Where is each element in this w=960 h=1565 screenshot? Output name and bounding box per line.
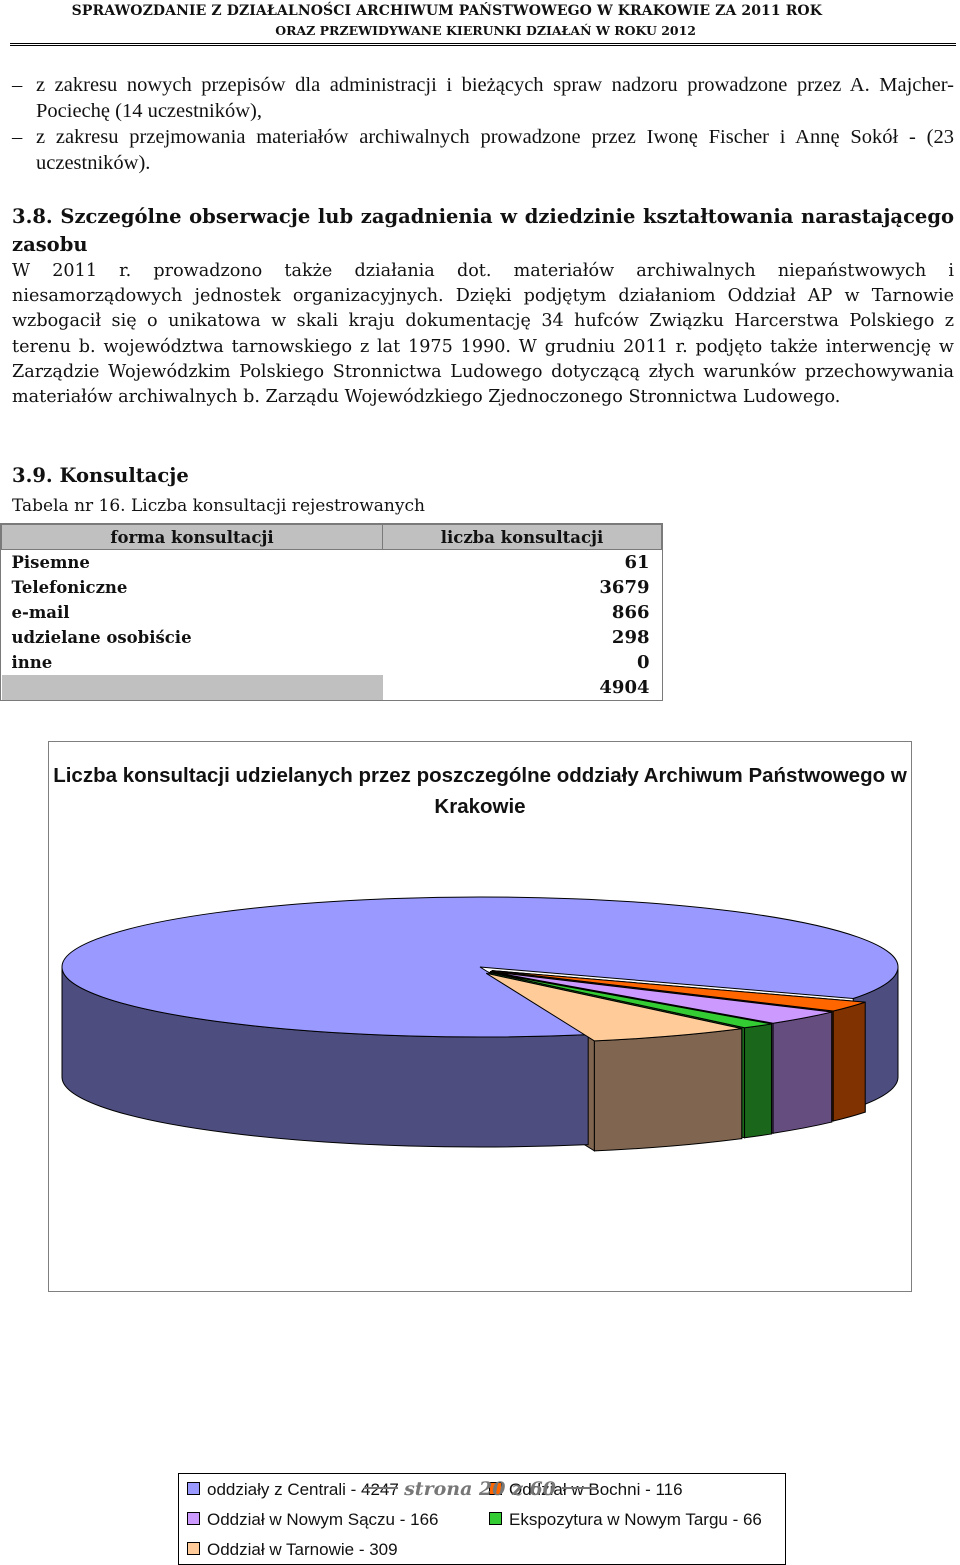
row-label: Telefoniczne [2,575,383,600]
row-value: 3679 [599,577,650,598]
legend-swatch [489,1512,502,1525]
list-item-text: z zakresu przejmowania materiałów archiwalnych prowadzone przez Iwonę Fischer i Annę Sokół - (23 uczestników). [36,126,954,174]
legend-label: Ekspozytura w Nowym Targu - 66 [509,1510,762,1529]
table-row [2,550,662,576]
footer-rule-right [562,1487,596,1489]
row-value: 866 [611,602,650,623]
row-value: 0 [636,652,650,673]
section-3-8-text: W 2011 r. prowadzono także działania dot. materiałów archiwalnych niepaństwowych i niesamorządowych jednostek organizacyjnych. Dzięki podjętym działaniom Oddział AP w Tarnowie wzbogacił się o unikatowa w skali kraju dokumentację 34 hufców Związku Harcerstwa Polskiego z terenu b. województwa tarnowskiego z lat 1975 1990. W grudniu 2011 r. podjęto także interwencję w Zarządzie Wojewódzkim Polskiego Stronnictwa Ludowego dotyczącą złych warunków przechowywania materiałów archiwalnych b. Zarządu Wojewódzkiego Zjednoczonego Stronnictwa Ludowego. [12,261,954,408]
pie-slice-side [745,1024,772,1138]
row-value: 298 [611,627,650,648]
legend-item-nowy-sacz [187,1510,438,1530]
footer-rule-left [364,1487,398,1489]
table-row [2,600,662,625]
list-item [12,72,954,124]
list-item-text: z zakresu nowych przepisów dla administracji i bieżących spraw nadzoru prowadzone przez A. Majcher-Pociechę (14 uczestników), [36,74,954,122]
table-row [2,575,662,600]
legend-item-nowy-targ [489,1510,762,1530]
chart-title: Liczba konsultacji udzielanych przez poszczególne oddziały Archiwum Państwowego w Krakowie [53,764,907,818]
table-header-row [2,525,662,550]
legend-item-tarnow [187,1540,398,1560]
row-label: e-mail [2,600,383,625]
list-dash: – [12,74,23,96]
section-3-9-heading: 3.9. Konsultacje [12,464,189,487]
legend-label: Oddział w Nowym Sączu - 166 [207,1510,439,1529]
table-caption: Tabela nr 16. Liczba konsultacji rejestrowanych [12,496,425,516]
training-list [12,72,954,176]
pie-chart [49,742,911,1291]
row-label: udzielane osobiście [2,625,383,650]
column-header-form: forma konsultacji [2,525,383,550]
header-subtitle: ORAZ PRZEWIDYWANE KIERUNKI DZIAŁAŃ W ROKU 2012 [275,23,696,38]
pie-slice-side [594,1029,741,1151]
legend-swatch [187,1542,200,1555]
table-row [2,625,662,650]
consultations-table [1,524,662,700]
table-total-row [2,675,662,700]
header-rule [10,43,956,46]
legend-swatch [187,1512,200,1525]
row-label: Pisemne [2,550,383,576]
list-dash: – [12,126,23,148]
total-label-cell [2,675,383,700]
row-value: 61 [624,552,650,573]
pie-slice-side [833,1002,865,1121]
legend-label: Oddział w Bochni - 116 [509,1480,683,1499]
column-header-count: liczba konsultacji [383,525,662,550]
page-footer [0,1478,960,1500]
pie-slice-side [773,1012,832,1133]
total-value: 4904 [599,677,650,698]
row-label: inne [2,650,383,675]
legend-label: oddziały z Centrali - 4247 [207,1480,399,1499]
page-number: strona 20 z 60 [404,1478,556,1500]
header-title: SPRAWOZDANIE Z DZIAŁALNOŚCI ARCHIWUM PAŃSTWOWEGO W KRAKOWIE ZA 2011 ROK [71,3,822,19]
legend-label: Oddział w Tarnowie - 309 [207,1540,398,1559]
list-item [12,124,954,176]
section-3-8-heading: 3.8. Szczególne obserwacje lub zagadnienia w dziedzinie kształtowania narastającego zasobu [12,205,954,256]
table-row [2,650,662,675]
